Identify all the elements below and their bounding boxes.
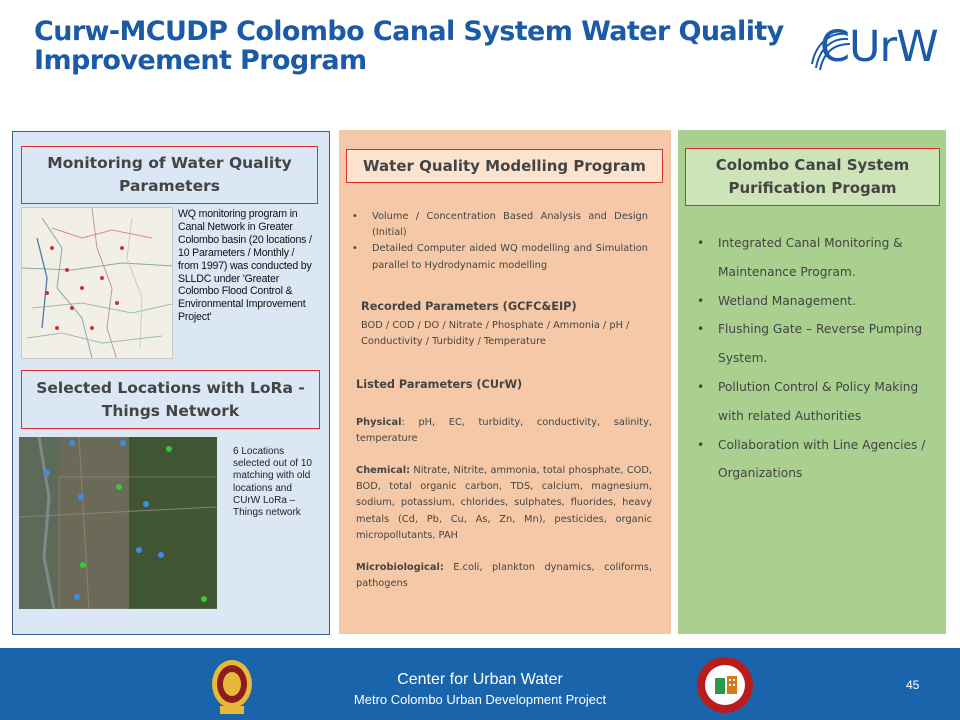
lora-locations-heading: Selected Locations with LoRa - Things Network [21,370,320,429]
modelling-bullets [352,209,648,274]
chemical-label: Chemical: [356,465,411,476]
canal-network-map [21,207,173,359]
monitoring-heading: Monitoring of Water Quality Parameters [21,146,318,204]
purification-bullet: • Integrated Canal Monitoring & Maintenance Program. [697,229,937,287]
page-number: 45 [906,678,920,692]
curw-logo-text: CUrW [820,22,938,72]
canal-network-map-icon [22,208,173,359]
listed-parameters-title: Listed Parameters (CUrW) [356,378,523,391]
curw-logo [806,20,946,76]
page-title: Curw-MCUDP Colombo Canal System Water Quality Improvement Program [34,16,784,76]
chemical-text: Nitrate, Nitrite, ammonia, total phosphate, COD, BOD, total organic carbon, TDS, calcium, magnesium, sodium, potassium, chlorides, sulphates, fluorides, heavy metals (Cd, Pb, Cu, As, Zn, Mn), pesticides, organic micropollutants, PAH [356,465,652,541]
satellite-map-icon [19,437,217,609]
footer-subtitle: Metro Colombo Urban Development Project [353,692,607,707]
modelling-bullet: • Detailed Computer aided WQ modelling and Simulation parallel to Hydrodynamic modelling [352,241,648,273]
purification-bullet: • Flushing Gate – Reverse Pumping System. [697,315,937,373]
modelling-bullet: • Volume / Concentration Based Analysis and Design (Initial) [352,209,648,241]
wq-monitoring-text: WQ monitoring program in Canal Network in Greater Colombo basin (20 locations / 10 Parameters / Monthly / from 1997) was conducted by SLLDC under 'Greater Colombo Flood Control & Environmental Improvement Project' [178,208,312,324]
locations-text: 6 Locations selected out of 10 matching with old locations and CUrW LoRa – Things network [233,446,312,519]
physical-label: Physical [356,417,402,428]
physical-text: : pH, EC, turbidity, conductivity, salinity, temperature [356,417,652,445]
purification-heading: Colombo Canal System Purification Progam [685,148,940,206]
purification-bullet: • Wetland Management. [697,287,937,316]
purification-bullet: • Pollution Control & Policy Making with related Authorities [697,373,937,431]
micro-label: Microbiological: [356,562,444,573]
modelling-heading: Water Quality Modelling Program [346,149,663,183]
footer-title: Center for Urban Water [397,671,563,688]
microbiological-parameters [356,560,652,592]
purification-bullets [697,229,937,488]
purification-bullet: • Collaboration with Line Agencies / Organizations [697,431,937,489]
micro-text: E.coli, plankton dynamics, coliforms, pathogens [356,562,652,590]
footer-bar [0,648,960,720]
physical-parameters [356,415,652,447]
mcudp-seal-icon [696,656,754,714]
recorded-parameters-body: BOD / COD / DO / Nitrate / Phosphate / Ammonia / pH / Conductivity / Turbidity / Temperature [361,320,630,348]
chemical-parameters [356,463,652,544]
satellite-map [19,437,217,609]
recorded-parameters-title: Recorded Parameters (GCFC&EIP) [361,300,577,313]
